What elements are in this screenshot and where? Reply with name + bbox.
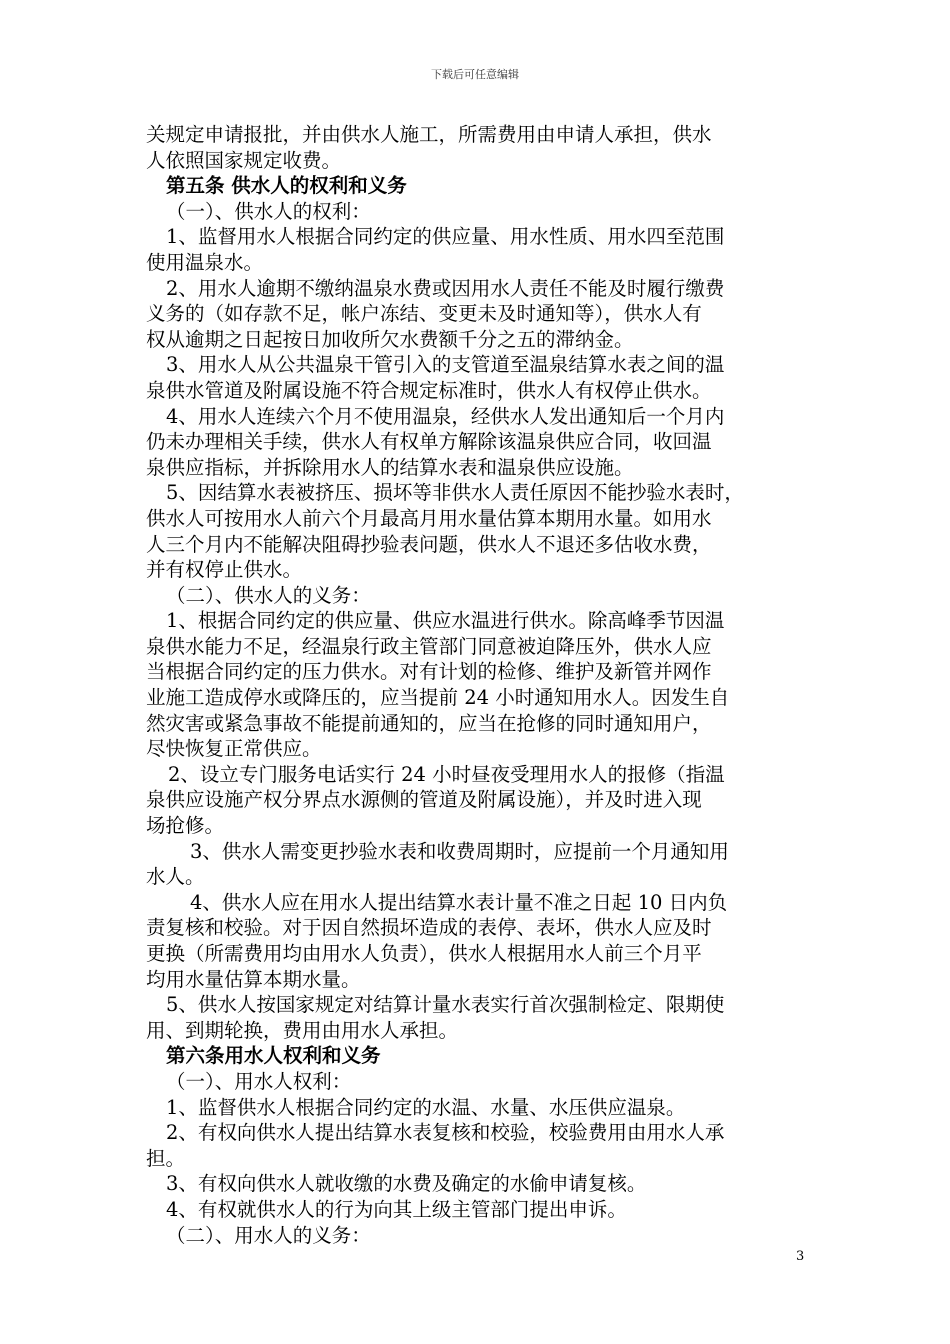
text-line: 并有权停止供水。: [146, 558, 303, 582]
section-heading: 第六条用水人权利和义务: [166, 1044, 381, 1068]
text-line: 泉供水能力不足，经温泉行政主管部门同意被迫降压外，供水人应: [146, 634, 712, 658]
page-number: 3: [796, 1249, 805, 1264]
section-heading: 第五条 供水人的权利和义务: [166, 174, 407, 198]
text-line: 用、到期轮换，费用由用水人承担。: [146, 1018, 459, 1042]
text-line: 权从逾期之日起按日加收所欠水费额千分之五的滞纳金。: [146, 327, 634, 351]
text-line: （二）、供水人的义务：: [166, 583, 371, 607]
text-line: 3、供水人需变更抄验水表和收费周期时，应提前一个月通知用: [190, 839, 729, 863]
text-line: 更换（所需费用均由用水人负责），供水人根据用水人前三个月平: [146, 942, 702, 965]
text-line: 人依照国家规定收费。: [146, 148, 342, 172]
text-line: 泉供水管道及附属设施不符合规定标准时，供水人有权停止供水。: [146, 378, 712, 402]
text-line: 5、因结算水表被挤压、损坏等非供水人责任原因不能抄验水表时，: [166, 481, 744, 505]
text-line: 当根据合同约定的压力供水。对有计划的检修、维护及新管并网作: [146, 660, 712, 684]
text-line: 5、供水人按国家规定对结算计量水表实行首次强制检定、限期使: [166, 993, 725, 1017]
text-line: 4、有权就供水人的行为向其上级主管部门提出申诉。: [166, 1197, 627, 1221]
text-line: 泉供应设施产权分界点水源侧的管道及附属设施），并及时进入现: [146, 788, 702, 812]
text-line: 场抢修。: [146, 814, 225, 838]
text-line: （一）、供水人的权利：: [166, 199, 371, 223]
document-body: [146, 122, 814, 1248]
text-line: 关规定申请报批，并由供水人施工，所需费用由申请人承担，供水: [146, 123, 712, 146]
text-line: 仍未办理相关手续，供水人有权单方解除该温泉供应合同，收回温: [146, 430, 712, 454]
text-line: 责复核和校验。对于因自然损坏造成的表停、表坏，供水人应及时: [146, 916, 712, 940]
text-line: 业施工造成停水或降压的，应当提前 24 小时通知用水人。因发生自: [146, 686, 730, 710]
text-line: 2、用水人逾期不缴纳温泉水费或因用水人责任不能及时履行缴费: [166, 276, 725, 300]
text-line: 担。: [146, 1146, 186, 1170]
text-line: 供水人可按用水人前六个月最高月用水量估算本期用水量。如用水: [146, 506, 712, 530]
text-line: 水人。: [146, 865, 205, 889]
text-line: 2、有权向供水人提出结算水表复核和校验，校验费用由用水人承: [166, 1121, 725, 1145]
text-line: 4、用水人连续六个月不使用温泉，经供水人发出通知后一个月内: [166, 404, 725, 428]
text-line: 泉供应指标，并拆除用水人的结算水表和温泉供应设施。: [146, 455, 634, 479]
text-line: 3、有权向供水人就收缴的水费及确定的水偷申请复核。: [166, 1172, 647, 1196]
text-line: 使用温泉水。: [146, 250, 264, 274]
text-line: （一）、用水人权利：: [166, 1069, 352, 1093]
text-line: 人三个月内不能解决阻碍抄验表问题，供水人不退还多估收水费，: [146, 532, 712, 556]
text-line: 1、根据合同约定的供应量、供应水温进行供水。除高峰季节因温: [166, 609, 725, 633]
text-line: 3、用水人从公共温泉干管引入的支管道至温泉结算水表之间的温: [166, 353, 725, 377]
page-header: 下载后可任意编辑: [431, 68, 519, 81]
text-line: 1、监督供水人根据合同约定的水温、水量、水压供应温泉。: [166, 1095, 686, 1119]
text-line: 然灾害或紧急事故不能提前通知的，应当在抢修的同时通知用户，: [146, 711, 712, 735]
text-line: 4、供水人应在用水人提出结算水表计量不准之日起 10 日内负: [190, 890, 728, 914]
text-line: 尽快恢复正常供应。: [146, 737, 322, 761]
text-line: 均用水量估算本期水量。: [146, 967, 361, 991]
text-line: （二）、用水人的义务：: [166, 1223, 371, 1247]
text-line: 2、设立专门服务电话实行 24 小时昼夜受理用水人的报修（指温: [168, 762, 725, 786]
text-line: 1、监督用水人根据合同约定的供应量、用水性质、用水四至范围: [166, 225, 725, 249]
text-line: 义务的（如存款不足，帐户冻结、变更未及时通知等），供水人有: [146, 302, 702, 326]
